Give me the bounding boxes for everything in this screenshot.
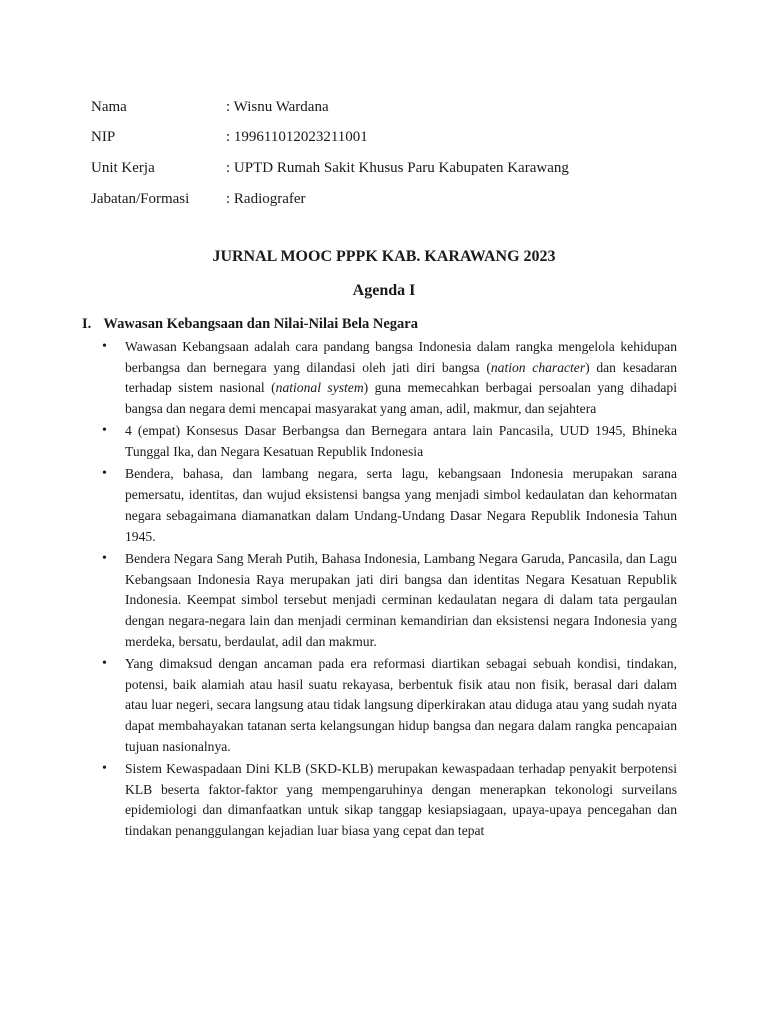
list-item: • Sistem Kewaspadaan Dini KLB (SKD-KLB) merupakan kewaspadaan terhadap penyakit berpotensi KLB beserta faktor-faktor yang mempengaruhinya dengan menerapkan tekonologi surveilans epidemiologi dan dimanfaatkan untuk sikap tanggap kesiapsiagaan, upaya-upaya pencegahan dan tindakan penanggulangan kejadian luar biasa yang cepat dan tepat (125, 759, 677, 842)
bullet-text: Wawasan Kebangsaan adalah cara pandang bangsa Indonesia dalam rangka mengelola kehidupan berbangsa dan bernegara yang dilandasi oleh jati diri bangsa ( (125, 339, 677, 375)
identity-row-nama (91, 92, 691, 123)
section-number: I. (82, 316, 92, 332)
bullet-italic-term: nation character (490, 359, 586, 375)
identity-row-jabatan (91, 184, 691, 215)
bullet-text: ) dan kesadaran terhadap sistem nasional ( (125, 359, 677, 396)
list-item: • Bendera Negara Sang Merah Putih, Bahasa Indonesia, Lambang Negara Garuda, Pancasila, dan Lagu Kebangsaan Indonesia Raya merupakan jati diri bangsa dan identitas Negara Kesatuan Republik Indonesia. Keempat simbol tersebut menjadi cerminan kedaulatan negara di dalam tata pergaulan dengan negara-negara lain dan menjadi cerminan kemandirian dan eksistensi negara Indonesia yang merdeka, bersatu, berdaulat, adil dan makmur. (125, 549, 677, 653)
list-item: • Yang dimaksud dengan ancaman pada era reformasi diartikan sebagai sebuah kondisi, tindakan, potensi, baik alamiah atau hasil suatu rekayasa, berbentuk fisik atau non fisik, berasal dari dalam atau luar negeri, secara langsung atau tidak langsung diperkirakan atau diduga atau yang sudah nyata dapat membahayakan tatanan serta kelangsungan hidup bangsa dan negara dalam rangka pencapaian tujuan nasionalnya. (125, 654, 677, 758)
list-item: • Bendera, bahasa, dan lambang negara, serta lagu, kebangsaan Indonesia merupakan sarana pemersatu, identitas, dan wujud eksistensi bangsa yang menjadi simbol kedaulatan dan kehormatan negara sebagaimana diamanatkan dalam Undang-Undang Dasar Negara Republik Indonesia Tahun 1945. (125, 464, 677, 547)
bullet-text: ) guna memecahkan berbagai persoalan yang dihadapi bangsa dan negara demi mencapai masyarakat yang aman, adil, makmur, dan sejahtera (125, 380, 677, 417)
section-heading (82, 316, 418, 333)
agenda-heading: Agenda I (352, 282, 416, 299)
list-item (125, 337, 677, 420)
identity-key: NIP (91, 129, 116, 146)
list-item: • 4 (empat) Konsesus Dasar Berbangsa dan Bernegara antara lain Pancasila, UUD 1945, Bhineka Tunggal Ika, dan Negara Kesatuan Republik Indonesia (125, 421, 677, 462)
section-title: Wawasan Kebangsaan dan Nilai-Nilai Bela Negara (103, 316, 418, 332)
bullet-list (125, 337, 677, 843)
identity-value: : Wisnu Wardana (226, 98, 329, 115)
identity-table (91, 92, 691, 214)
identity-value: : UPTD Rumah Sakit Khusus Paru Kabupaten Karawang (226, 159, 569, 176)
document-title: JURNAL MOOC PPPK KAB. KARAWANG 2023 (212, 248, 556, 265)
identity-key: Jabatan/Formasi (91, 190, 190, 207)
bullet-italic-term: national system (275, 380, 364, 396)
identity-row-nip (91, 123, 691, 154)
identity-value: : 199611012023211001 (226, 129, 368, 146)
identity-key: Nama (91, 98, 127, 115)
identity-value: : Radiografer (226, 190, 306, 207)
identity-key: Unit Kerja (91, 159, 155, 176)
identity-row-unit-kerja (91, 153, 691, 184)
